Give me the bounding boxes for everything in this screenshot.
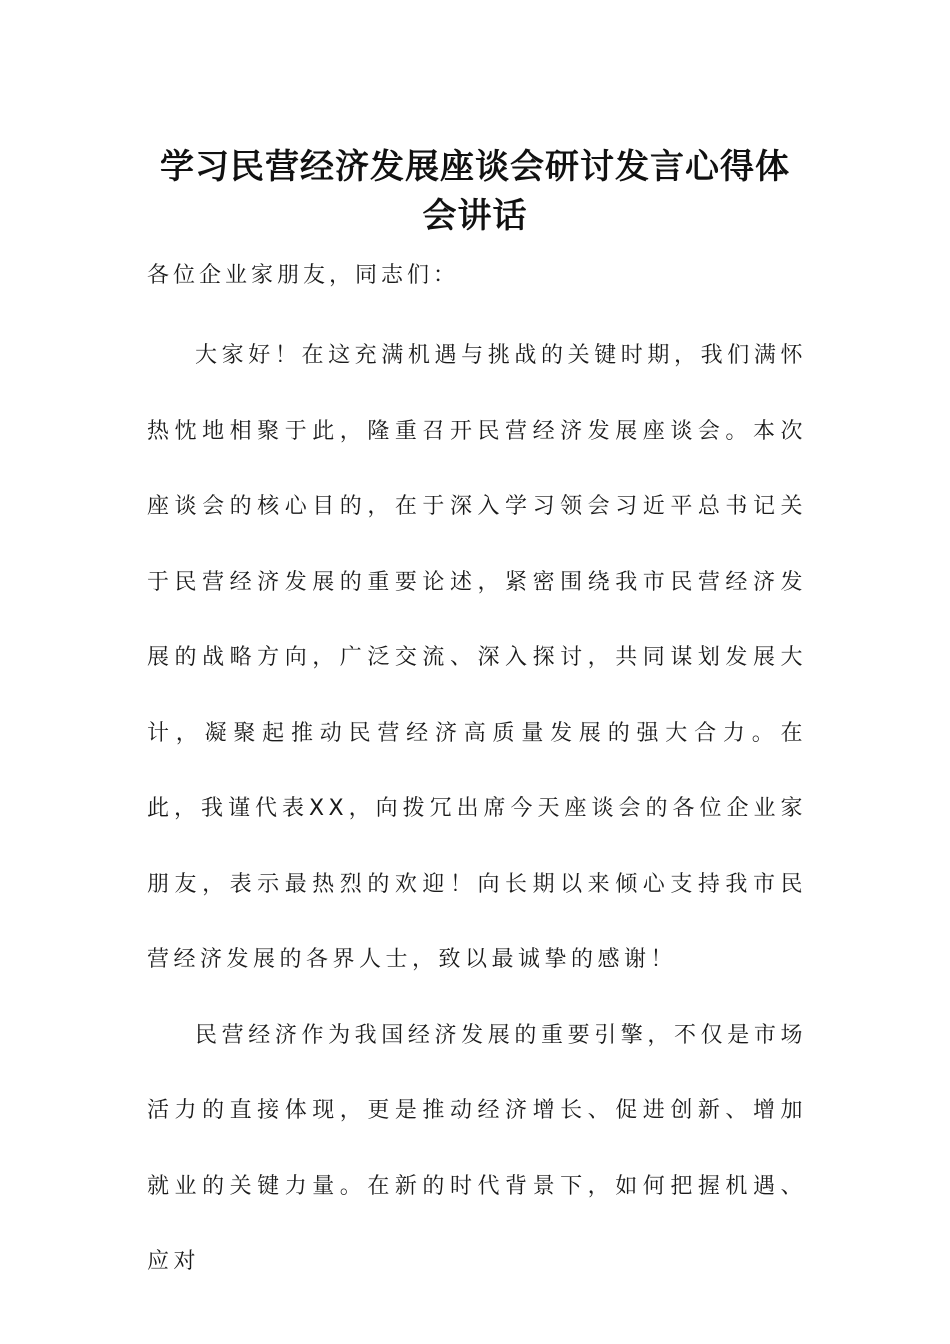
paragraph-1: 大家好！在这充满机遇与挑战的关键时期，我们满怀热忱地相聚于此，隆重召开民营经济发展座谈会。本次座谈会的核心目的，在于深入学习领会习近平总书记关于民营经济发展的重要论述，紧密围绕我市民营经济发展的战略方向，广泛交流、深入探讨，共同谋划发展大计，凝聚起推动民营经济高质量发展的强大合力。在此，我谨代表XX，向拨冗出席今天座谈会的各位企业家朋友，表示最热烈的欢迎！向长期以来倾心支持我市民营经济发展的各界人士，致以最诚挚的感谢！ [147,343,807,972]
document-body [147,318,807,1300]
salutation: 各位企业家朋友，同志们： [147,263,460,288]
document-title: 学习民营经济发展座谈会研讨发言心得体会讲话 [160,147,790,236]
paragraph-2: 民营经济作为我国经济发展的重要引擎，不仅是市场活力的直接体现，更是推动经济增长、促进创新、增加就业的关键力量。在新的时代背景下，如何把握机遇、应对 [147,1022,807,1274]
